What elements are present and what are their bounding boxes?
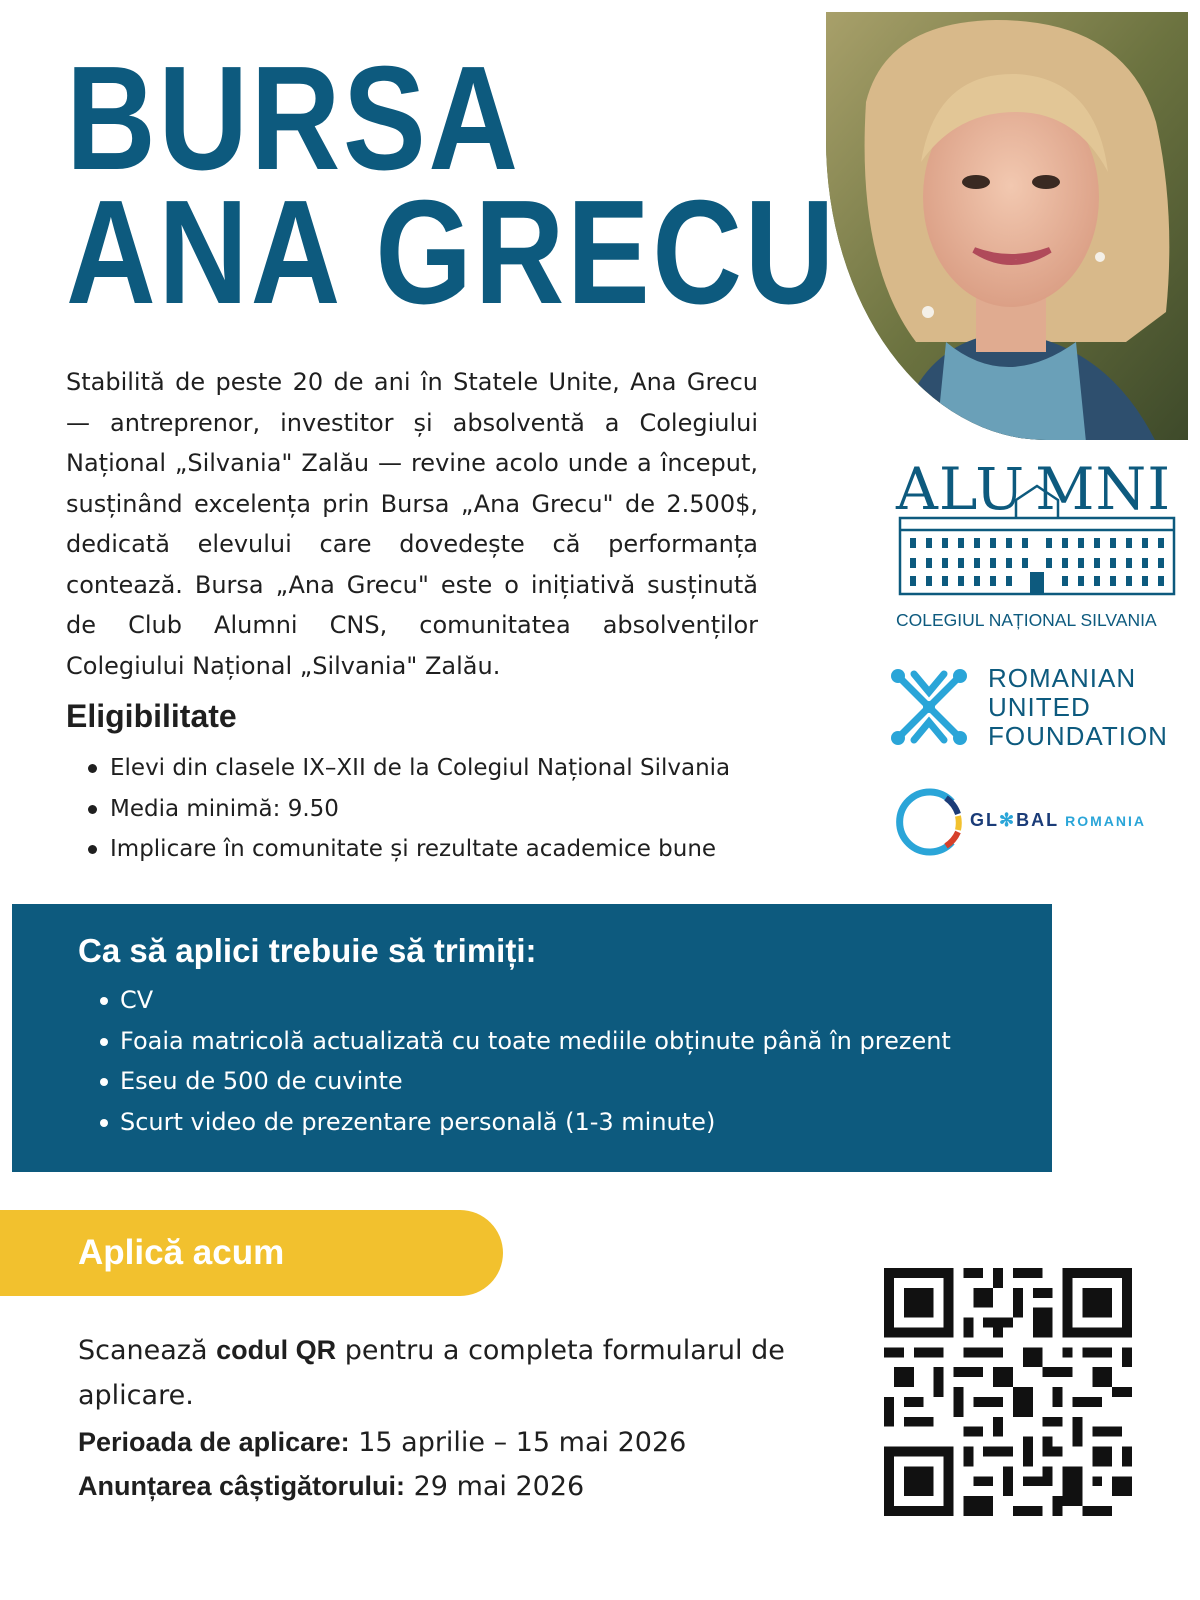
scan-prefix: Scanează bbox=[78, 1335, 217, 1366]
page-title bbox=[66, 36, 837, 335]
portrait-illustration bbox=[826, 12, 1188, 440]
ruf-line-1: ROMANIAN bbox=[988, 663, 1137, 693]
apply-now-button[interactable]: Aplică acum bbox=[0, 1210, 503, 1296]
title-line-1: BURSA bbox=[66, 36, 521, 201]
global-romania-logo bbox=[894, 786, 1190, 858]
global-word-b: BAL bbox=[1016, 810, 1060, 830]
qr-code[interactable] bbox=[884, 1268, 1132, 1516]
ruf-logo bbox=[888, 664, 1188, 754]
ruf-line-2: UNITED bbox=[988, 692, 1091, 722]
winner-announcement bbox=[78, 1466, 584, 1507]
period-value: 15 aprilie – 15 mai 2026 bbox=[349, 1427, 687, 1458]
period-label: Perioada de aplicare: bbox=[78, 1427, 350, 1457]
list-item: Elevi din clasele IX–XII de la Colegiul Național Silvania bbox=[66, 748, 730, 789]
eligibility-heading: Eligibilitate bbox=[66, 698, 237, 734]
list-item: CV bbox=[78, 980, 951, 1021]
scan-bold: codul QR bbox=[216, 1335, 337, 1365]
list-item: Implicare în comunitate și rezultate academice bune bbox=[66, 829, 730, 870]
global-word-c: ROMANIA bbox=[1065, 813, 1146, 829]
announce-label: Anunțarea câștigătorului: bbox=[78, 1471, 406, 1501]
alumni-word-right: MNI bbox=[1035, 455, 1172, 523]
eligibility-list bbox=[66, 748, 730, 870]
list-item: Eseu de 500 de cuvinte bbox=[78, 1061, 951, 1102]
intro-paragraph: Stabilită de peste 20 de ani în Statele Unite, Ana Grecu — antreprenor, investitor și absolventă a Colegiului Național „Silvania" Zalău — revine acolo unde a început, susținând excelența prin Bursa „Ana Grecu" de 2.500$, dedicată elevului care dovedește că performanța contează. Bursa „Ana Grecu" este o inițiativă susținută de Club Alumni CNS, comunitatea absolvenților Colegiului Național „Silvania" Zalău. bbox=[66, 368, 758, 680]
alumni-word-left: ALU bbox=[896, 455, 1026, 523]
list-item: Media minimă: 9.50 bbox=[66, 789, 730, 830]
snowflake-icon: ✻ bbox=[999, 810, 1017, 830]
ruf-network-icon bbox=[888, 666, 970, 748]
alumni-logo bbox=[896, 455, 1178, 638]
requirements-panel bbox=[12, 904, 1052, 1172]
global-romania-ring-icon bbox=[894, 786, 966, 858]
requirements-heading: Ca să aplici trebuie să trimiți: bbox=[78, 932, 537, 969]
ruf-wordmark bbox=[988, 664, 1168, 751]
application-period bbox=[78, 1422, 686, 1463]
title-line-2: ANA GRECU bbox=[66, 170, 837, 335]
alumni-subtitle: COLEGIUL NAȚIONAL SILVANIA bbox=[896, 610, 1157, 630]
announce-value: 29 mai 2026 bbox=[405, 1471, 585, 1502]
scan-instructions bbox=[78, 1328, 798, 1418]
global-word-a: GL bbox=[970, 810, 999, 830]
global-wordmark bbox=[970, 810, 1146, 831]
alumni-building-icon bbox=[896, 478, 1178, 598]
list-item: Scurt video de prezentare personală (1-3 minute) bbox=[78, 1102, 951, 1143]
scan-suffix: pentru a completa formularul de aplicare. bbox=[78, 1335, 785, 1411]
list-item: Foaia matricolă actualizată cu toate mediile obținute până în prezent bbox=[78, 1021, 951, 1062]
ruf-line-3: FOUNDATION bbox=[988, 721, 1168, 751]
portrait-photo bbox=[826, 12, 1188, 440]
requirements-list bbox=[78, 980, 951, 1142]
